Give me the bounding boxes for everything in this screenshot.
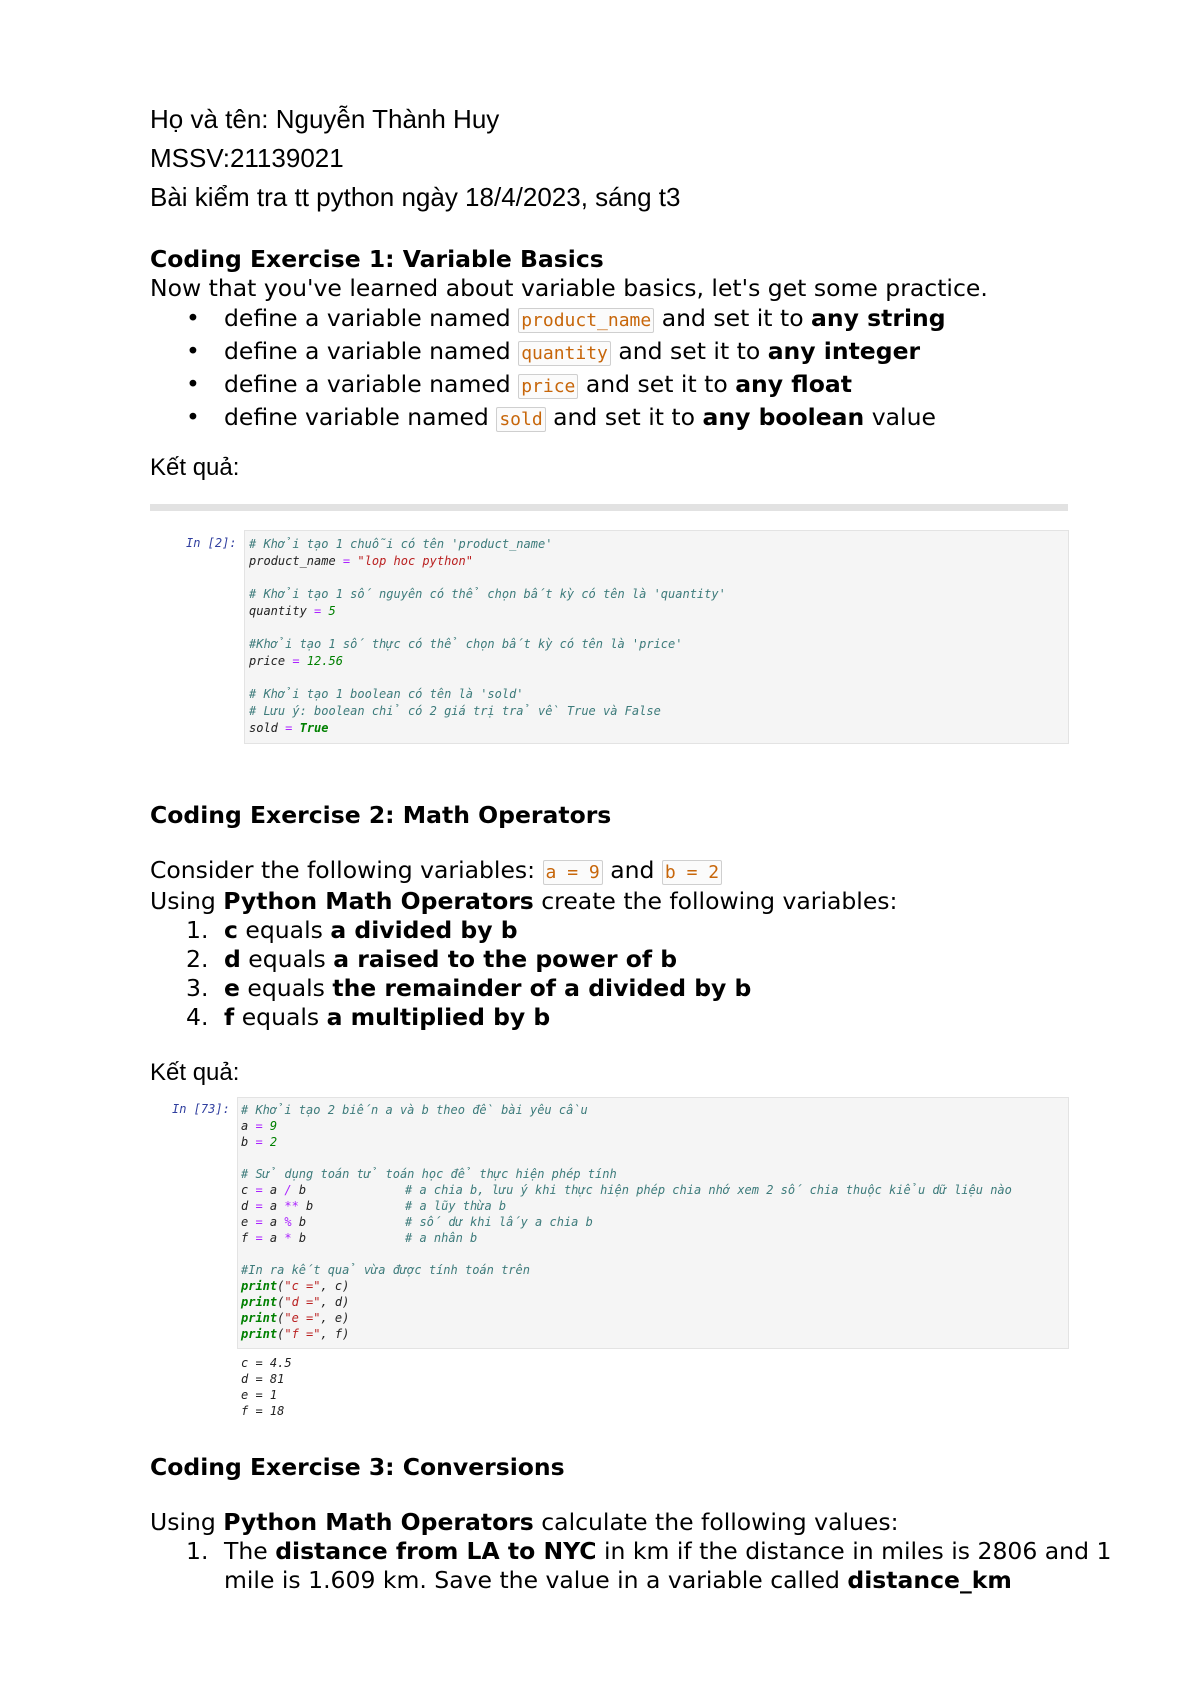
code-line: print("d =", d)	[241, 1295, 350, 1309]
inline-code: b = 2	[662, 860, 722, 885]
inline-code: price	[518, 374, 578, 399]
exercise-2-consider: Consider the following variables: a = 9 and b = 2	[150, 856, 1130, 887]
list-item: 4. f equals a multiplied by b	[186, 1003, 551, 1031]
list-item: • define a variable named quantity and set it to any integer	[150, 336, 1130, 369]
result-label-2: Kết quả:	[150, 1059, 240, 1086]
code-line: print("f =", f)	[241, 1327, 350, 1341]
exercise-3-title: Coding Exercise 3: Conversions	[150, 1453, 565, 1481]
code-line: d = a ** b	[241, 1199, 314, 1213]
output-line: d = 81	[241, 1372, 285, 1386]
inline-code: a = 9	[543, 860, 603, 885]
code-line: print("c =", c)	[241, 1279, 350, 1293]
exercise-2	[150, 800, 1130, 1032]
list-item: 3. e equals the remainder of a divided by b	[186, 974, 752, 1002]
code-line: c = a / b	[241, 1183, 307, 1197]
code-line: a = 9	[241, 1119, 278, 1133]
code-comment: # a chia b, lưu ý khi thực hiện phép chia nhớ xem 2 số chia thuộc kiểu dữ liệu nào	[405, 1183, 1012, 1197]
result-label-1: Kết quả:	[150, 454, 240, 481]
code-line: #In ra kết quả vừa được tính toán trên	[241, 1263, 530, 1277]
code-line: # Khởi tạo 1 chuỗi có tên 'product_name'	[249, 537, 553, 551]
output-line: e = 1	[241, 1388, 278, 1402]
code-line: sold = True	[249, 721, 329, 735]
code-line: # Lưu ý: boolean chỉ có 2 giá trị trả về True và False	[249, 704, 661, 718]
exercise-2-list	[150, 916, 1130, 1032]
output-line: f = 18	[241, 1404, 285, 1418]
code-line: b = 2	[241, 1135, 278, 1149]
code-line: # Sử dụng toán tử toán học để thực hiện phép tính	[241, 1167, 617, 1181]
list-item: • define variable named sold and set it to any boolean value	[150, 402, 1130, 435]
list-item: 2. d equals a raised to the power of b	[186, 945, 678, 973]
output-line: c = 4.5	[241, 1356, 292, 1370]
student-name: Họ và tên: Nguyễn Thành Huy	[150, 104, 500, 134]
exercise-3-using: Using Python Math Operators calculate the following values:	[150, 1508, 899, 1536]
cell-prompt: In [73]:	[172, 1102, 230, 1116]
code-comment: # số dư khi lấy a chia b	[405, 1215, 593, 1229]
code-comment: # a lũy thừa b	[405, 1199, 507, 1213]
code-comment: # a nhân b	[405, 1231, 478, 1245]
student-id: MSSV:21139021	[150, 143, 344, 173]
exercise-3-list	[150, 1537, 1140, 1595]
code-line: # Khởi tạo 1 số nguyên có thể chọn bất kỳ có tên là 'quantity'	[249, 587, 726, 601]
code-line: product_name = "lop hoc python"	[249, 554, 473, 568]
exercise-1-intro: Now that you've learned about variable basics, let's get some practice.	[150, 274, 988, 302]
list-item: 1. c equals a divided by b	[186, 916, 518, 944]
test-info: Bài kiểm tra tt python ngày 18/4/2023, sáng t3	[150, 182, 681, 212]
code-line: print("e =", e)	[241, 1311, 350, 1325]
code-line: # Khởi tạo 2 biến a và b theo đề bài yêu cầu	[241, 1103, 588, 1117]
inline-code: quantity	[518, 341, 611, 366]
exercise-3	[150, 1452, 1140, 1595]
code-line: # Khởi tạo 1 boolean có tên là 'sold'	[249, 687, 524, 701]
exercise-1-list	[150, 303, 1130, 435]
code-line: e = a % b	[241, 1215, 307, 1229]
student-header	[150, 100, 680, 217]
cell-prompt: In [2]:	[186, 536, 237, 550]
inline-code: sold	[496, 407, 545, 432]
code-line: price = 12.56	[249, 654, 343, 668]
code-line: quantity = 5	[249, 604, 336, 618]
divider	[150, 504, 1068, 511]
code-line: #Khởi tạo 1 số thực có thể chọn bất kỳ có tên là 'price'	[249, 637, 683, 651]
list-item: • define a variable named product_name and set it to any string	[150, 303, 1130, 336]
code-line: f = a * b	[241, 1231, 307, 1245]
inline-code: product_name	[518, 308, 654, 333]
code-cell	[237, 1097, 1069, 1349]
exercise-1-title: Coding Exercise 1: Variable Basics	[150, 245, 604, 273]
exercise-1	[150, 244, 1130, 435]
exercise-2-using: Using Python Math Operators create the following variables:	[150, 887, 898, 915]
list-item: 1. The distance from LA to NYC in km if the distance in miles is 2806 and 1 mile is 1.609 km. Save the value in a variable called distance_km	[186, 1537, 1112, 1594]
exercise-2-title: Coding Exercise 2: Math Operators	[150, 801, 612, 829]
list-item: • define a variable named price and set it to any float	[150, 369, 1130, 402]
